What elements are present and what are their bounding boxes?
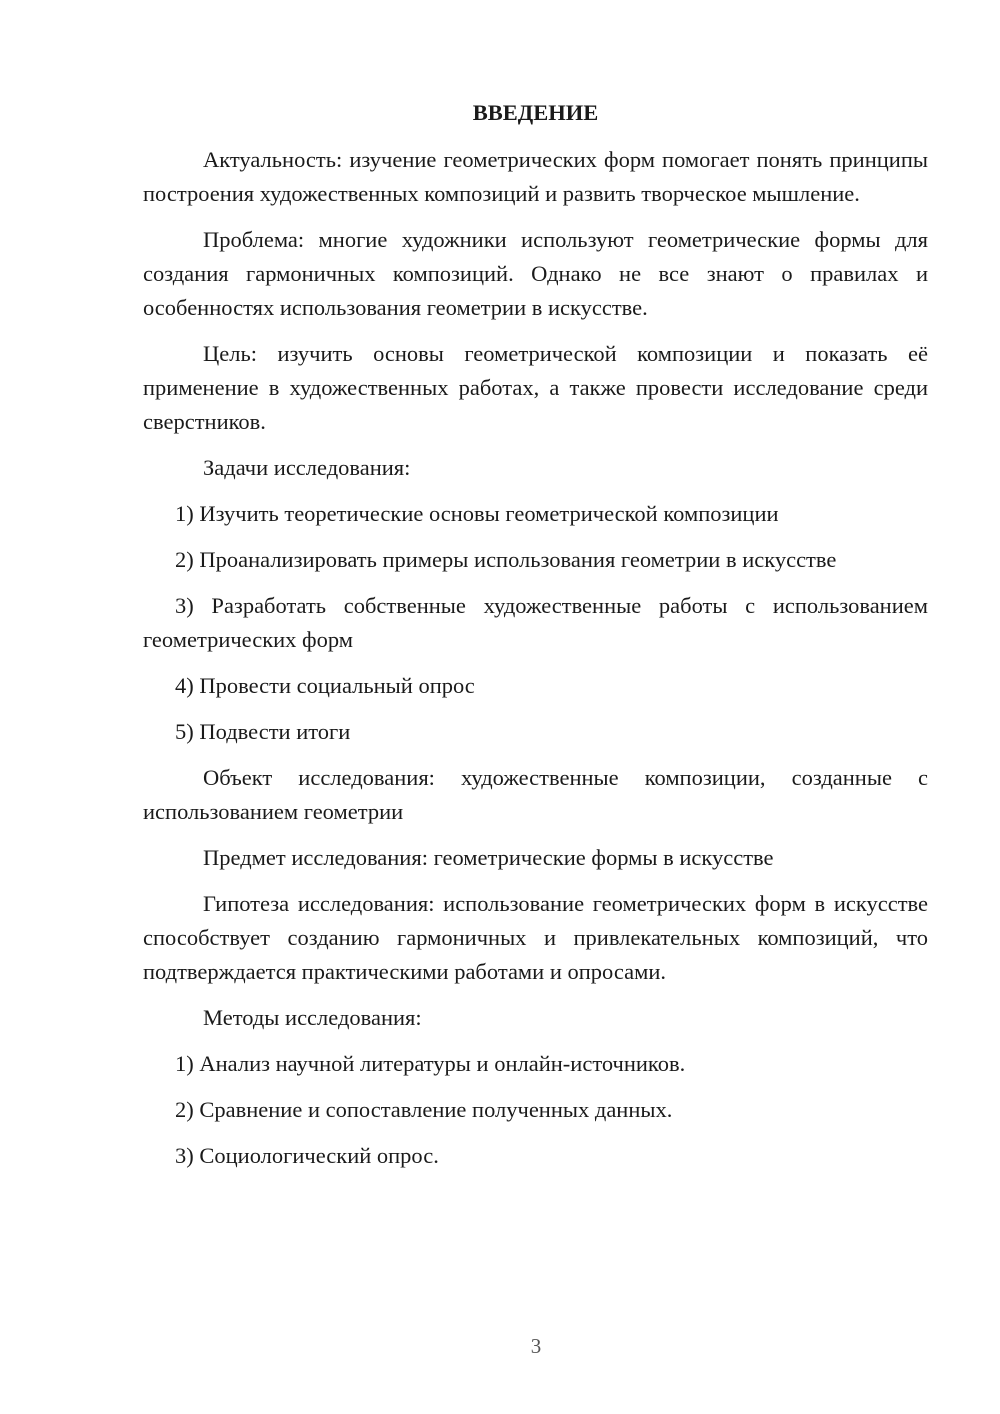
- method-item: 2) Сравнение и сопоставление полученных данных.: [175, 1097, 673, 1122]
- task-item: 2) Проанализировать примеры использования геометрии в искусстве: [175, 547, 837, 572]
- method-item: 1) Анализ научной литературы и онлайн-источников.: [175, 1051, 686, 1076]
- document-page: [143, 96, 928, 1185]
- task-item: 3) Разработать собственные художественные работы с использованием геометрических форм: [143, 593, 928, 652]
- method-item: 3) Социологический опрос.: [175, 1143, 439, 1168]
- goal-paragraph: Цель: изучить основы геометрической композиции и показать её применение в художественных работах, а также провести исследование среди сверстников.: [143, 341, 928, 434]
- tasks-heading: Задачи исследования:: [203, 455, 411, 480]
- section-title: ВВЕДЕНИЕ: [472, 100, 599, 125]
- problem-paragraph: Проблема: многие художники используют геометрические формы для создания гармоничных композиций. Однако не все знают о правилах и особенностях использования геометрии в искусстве.: [143, 227, 928, 320]
- methods-heading: Методы исследования:: [203, 1005, 422, 1030]
- page-number: 3: [530, 1334, 542, 1358]
- task-item: 1) Изучить теоретические основы геометрической композиции: [175, 501, 779, 526]
- hypothesis-paragraph: Гипотеза исследования: использование геометрических форм в искусстве способствует созданию гармоничных и привлекательных композиций, что подтверждается практическими работами и опросами.: [143, 891, 928, 984]
- task-item: 5) Подвести итоги: [175, 719, 351, 744]
- relevance-paragraph: Актуальность: изучение геометрических форм помогает понять принципы построения художественных композиций и развить творческое мышление.: [143, 147, 928, 206]
- subject-paragraph: Предмет исследования: геометрические формы в искусстве: [203, 845, 774, 870]
- task-item: 4) Провести социальный опрос: [175, 673, 475, 698]
- object-paragraph: Объект исследования: художественные композиции, созданные с использованием геометрии: [143, 765, 928, 824]
